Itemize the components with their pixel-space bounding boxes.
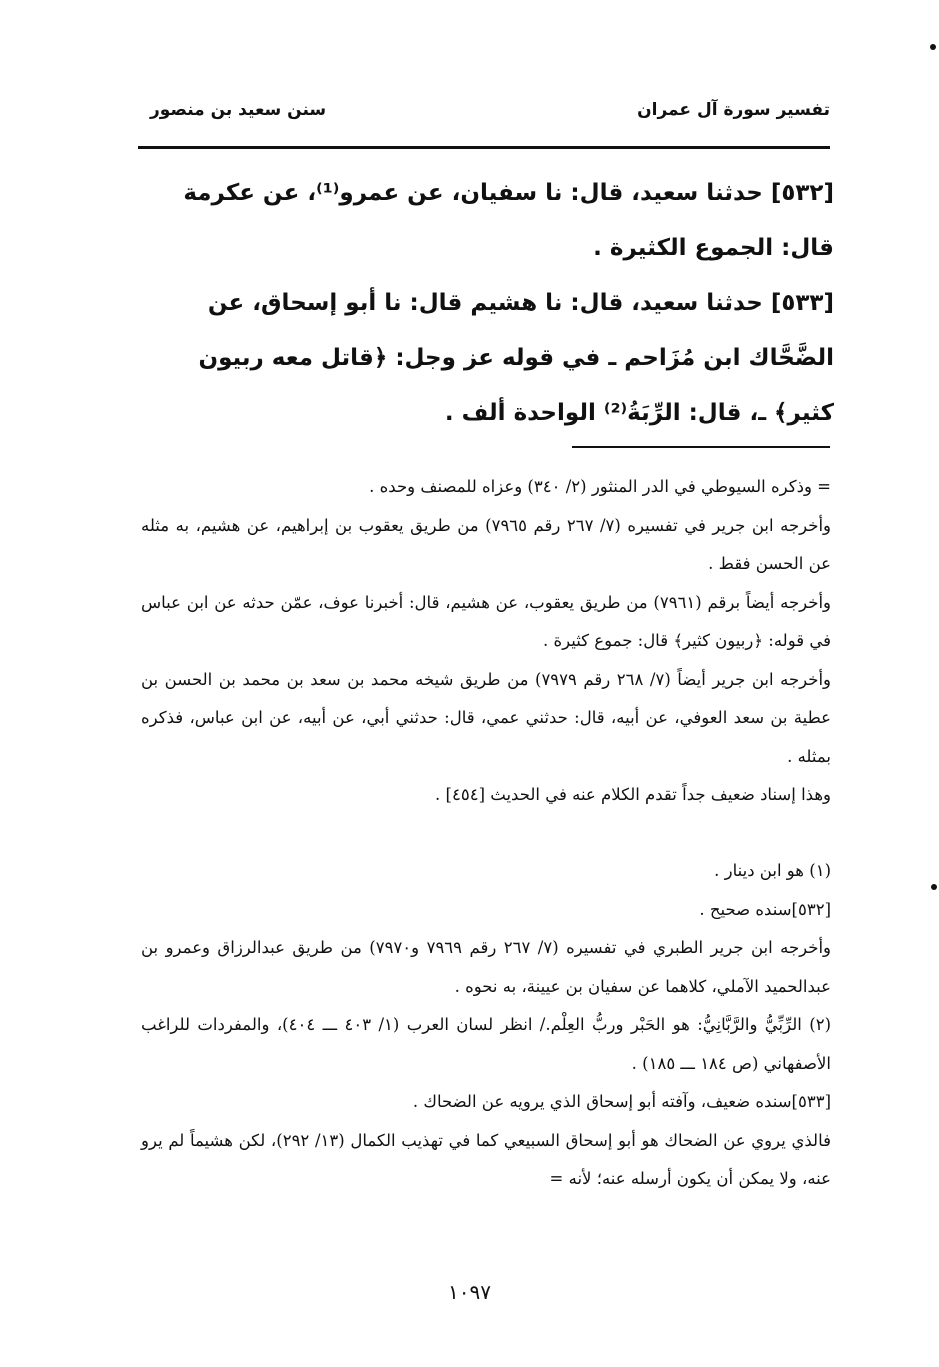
page-number: ١٠٩٧ xyxy=(448,1280,491,1304)
book-title: سنن سعيد بن منصور xyxy=(150,100,327,120)
footnote-line: وأخرجه ابن جرير الطبري في تفسيره (٧/ ٢٦٧ رقم ٧٩٦٩ و٧٩٧٠) من طريق عبدالرزاق وعمرو بن عبدالحميد الآملي، كلاهما عن سفيان بن عيينة، به نحوه . xyxy=(141,938,832,996)
hadith-number: [٥٣٢] xyxy=(770,180,834,206)
footnote-separator xyxy=(572,446,830,448)
footnote-line: [٥٣٣]سنده ضعيف، وآفته أبو إسحاق الذي يرويه عن الضحاك . xyxy=(412,1092,831,1111)
footnote-line: (١) هو ابن دينار . xyxy=(714,861,831,880)
hadith-text: حدثنا سعيد، قال: نا هشيم قال: نا أبو إسحاق، عن الضَّحَّاك ابن مُزَاحم ـ في قوله عز وجل: ﴿قاتل معه ربيون كثير﴾ ـ، قال: الرِّبَةُ⁽²⁾ الواحدة ألف . xyxy=(198,290,834,426)
footnote-line: وأخرجه ابن جرير أيضاً (٧/ ٢٦٨ رقم ٧٩٧٩) من طريق شيخه محمد بن سعد بن محمد بن الحسن بن عطية بن سعد العوفي، عن أبيه، قال: حدثني عمي، قال: حدثني أبي، عن أبيه، عن ابن عباس، فذكره بمثله . xyxy=(141,669,832,766)
footnotes xyxy=(141,852,831,1199)
hadith-text: حدثنا سعيد، قال: نا سفيان، عن عمرو⁽¹⁾، عن عكرمة قال: الجموع الكثيرة . xyxy=(183,180,834,261)
footnote-line: وأخرجه ابن جرير في تفسيره (٧/ ٢٦٧ رقم ٧٩٦٥) من طريق يعقوب بن إبراهيم، عن هشيم، به مثله عن الحسن فقط . xyxy=(141,515,832,573)
hadith-532 xyxy=(134,166,834,276)
footnote-line: = وذكره السيوطي في الدر المنثور (٢/ ٣٤٠) وعزاه للمصنف وحده . xyxy=(369,477,831,496)
hadith-number: [٥٣٣] xyxy=(770,290,834,316)
footnote-line: فالذي يروي عن الضحاك هو أبو إسحاق السبيعي كما في تهذيب الكمال (١٣/ ٢٩٢)، لكن هشيماً لم يرو عنه، ولا يمكن أن يكون أرسله عنه؛ لأنه = xyxy=(141,1130,831,1188)
chapter-title: تفسير سورة آل عمران xyxy=(637,100,830,120)
footnote-line: (٢) الرِّبِّيُّ والرَّبَّانِيُّ: هو الحَبْر وربُّ العِلْم./ انظر لسان العرب (١/ ٤٠٣ ـــ ٤٠٤)، والمفردات للراغب الأصفهاني (ص ١٨٤ ـــ ١٨٥) . xyxy=(141,1015,831,1073)
footnotes-continued xyxy=(141,468,831,815)
scan-mark xyxy=(930,44,936,50)
footnote-line: وهذا إسناد ضعيف جداً تقدم الكلام عنه في الحديث [٤٥٤] . xyxy=(435,785,831,804)
scan-mark xyxy=(931,884,937,890)
footnote-line: وأخرجه أيضاً برقم (٧٩٦١) من طريق يعقوب، عن هشيم، قال: أخبرنا عوف، عمّن حدثه عن ابن عباس في قوله: ﴿ربيون كثير﴾ قال: جموع كثيرة . xyxy=(141,592,831,650)
header-rule xyxy=(138,146,830,149)
hadith-533 xyxy=(134,276,834,441)
footnote-line: [٥٣٢]سنده صحيح . xyxy=(699,899,831,919)
page-header xyxy=(150,100,830,140)
